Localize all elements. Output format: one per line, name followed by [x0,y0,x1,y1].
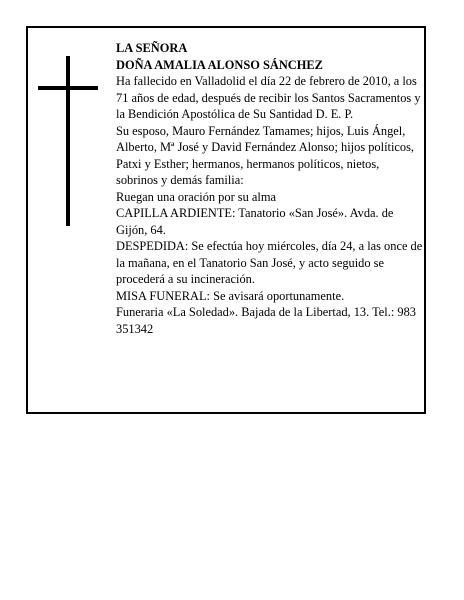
honorific: LA SEÑORA [116,41,188,55]
death-announcement: Ha fallecido en Valladolid el día 22 de febrero de 2010, a los 71 años de edad, después de recibir los Santos Sacramentos y la Bendición Apostólica de Su Santidad D. E. P. [116,74,421,121]
notice-text [116,40,424,337]
deceased-name: DOÑA AMALIA ALONSO SÁNCHEZ [116,57,323,72]
cross-horizontal-bar [38,86,98,90]
latin-cross-icon [38,56,98,226]
funeral-home: Funeraria «La Soledad». Bajada de la Libertad, 13. Tel.: 983 351342 [116,305,416,336]
chapel-details: CAPILLA ARDIENTE: Tanatorio «San José». Avda. de Gijón, 64. [116,206,394,237]
cross-vertical-bar [66,56,70,226]
funeral-mass: MISA FUNERAL: Se avisará oportunamente. [116,288,345,303]
obituary-notice [26,26,426,414]
farewell-details: DESPEDIDA: Se efectúa hoy miércoles, día 24, a las once de la mañana, en el Tanatorio San José, y acto seguido se procederá a su incineración. [116,239,423,286]
family-members: Su esposo, Mauro Fernández Tamames; hijos, Luis Ángel, Alberto, Mª José y David Fernández Alonso; hijos políticos, Patxi y Esther; hermanos, hermanos políticos, nietos, sobrinos y demás familia: [116,123,415,187]
prayer-request: Ruegan una oración por su alma [116,189,276,204]
